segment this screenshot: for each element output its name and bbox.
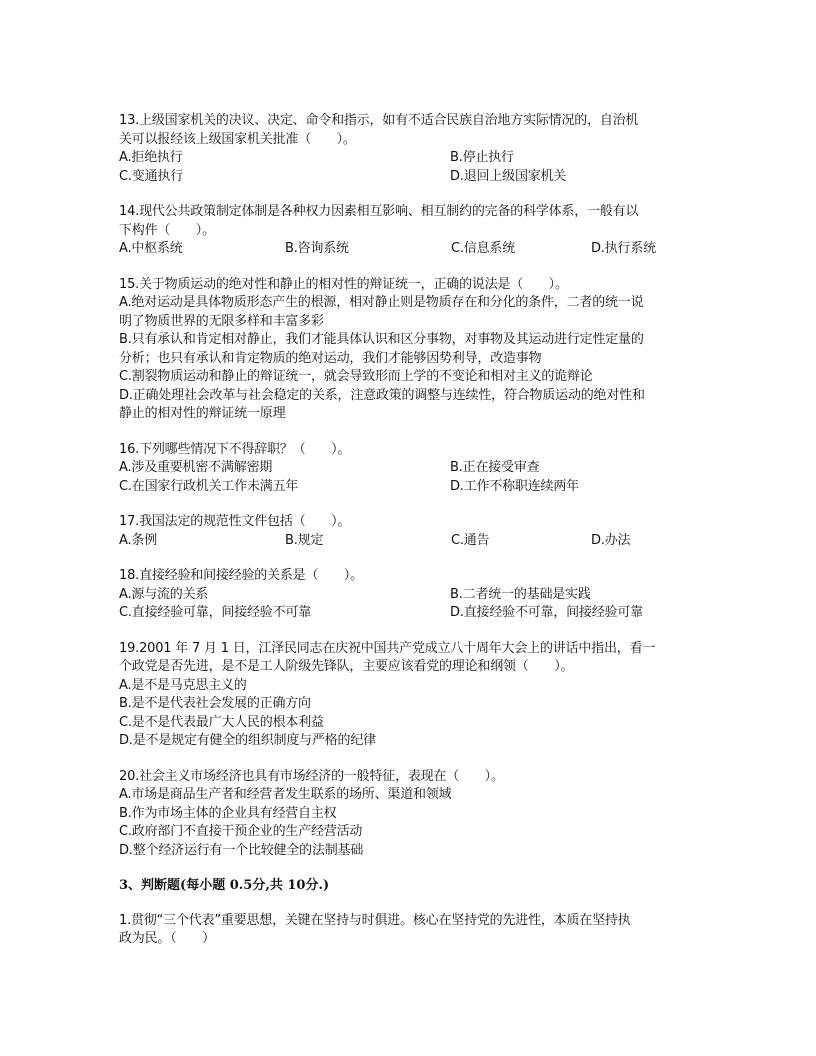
option-b: B.停止执行 [450, 150, 514, 165]
option-d: D.直接经验不可靠，间接经验可靠 [450, 605, 643, 620]
option-a: A.拒绝执行 [119, 150, 183, 165]
question-13 [119, 112, 699, 186]
question-stem: 下构件（ ）。 [119, 222, 215, 238]
question-stem: 个政党是否先进，是不是工人阶级先锋队，主要应该看党的理论和纲领（ ）。 [119, 659, 574, 674]
option-b: B.只有承认和肯定相对静止，我们才能具体认识和区分事物，对事物及其运动进行定性定量的 [119, 332, 644, 347]
question-19 [119, 640, 699, 751]
question-stem: 13.上级国家机关的决议、决定、命令和指示，如有不适合民族自治地方实际情况的，自治机 [119, 113, 639, 128]
question-stem: 1.贯彻“三个代表”重要思想，关键在坚持与时俱进。核心在坚持党的先进性，本质在坚持执 [119, 912, 631, 928]
option-d: D.是不是规定有健全的组织制度与严格的纪律 [119, 733, 376, 748]
option-a: A.中枢系统 [119, 241, 183, 256]
question-stem: 关可以报经该上级国家机关批准（ ）。 [119, 131, 356, 147]
option-c: C.是不是代表最广大人民的根本利益 [119, 714, 324, 730]
option-c: C.直接经验可靠，间接经验不可靠 [119, 605, 312, 620]
option-a: A.绝对运动是具体物质形态产生的根源，相对静止则是物质存在和分化的条件，二者的统一说 [119, 295, 644, 310]
question-18 [119, 567, 699, 623]
question-stem: 17.我国法定的规范性文件包括（ ）。 [119, 514, 351, 529]
option-d: D.办法 [591, 532, 631, 548]
option-a: A.源与流的关系 [119, 586, 209, 602]
exam-page [119, 112, 699, 966]
option-d-cont: 静止的相对性的辩证统一原理 [119, 406, 286, 421]
option-d: D.执行系统 [591, 241, 656, 256]
option-a: A.市场是商品生产者和经营者发生联系的场所、渠道和领域 [119, 787, 452, 802]
section-heading: 3、判断题(每小题 0.5分,共 10分.) [119, 878, 330, 893]
option-d: D.整个经济运行有一个比较健全的法制基础 [119, 842, 364, 858]
option-c: C.在国家行政机关工作未满五年 [119, 478, 299, 494]
judgement-1 [119, 912, 699, 949]
question-stem: 15.关于物质运动的绝对性和静止的相对性的辩证统一，正确的说法是（ ）。 [119, 276, 568, 292]
option-c: C.政府部门不直接干预企业的生产经营活动 [119, 824, 363, 839]
option-c: C.割裂物质运动和静止的辩证统一，就会导致形而上学的不变论和相对主义的诡辩论 [119, 369, 593, 384]
option-b: B.作为市场主体的企业具有经营自主权 [119, 805, 337, 821]
option-a: A.涉及重要机密不满解密期 [119, 460, 273, 475]
question-16 [119, 441, 699, 497]
question-20 [119, 768, 699, 861]
option-a: A.是不是马克思主义的 [119, 677, 247, 693]
option-b: B.正在接受审查 [450, 460, 540, 475]
option-a: A.条例 [119, 532, 157, 548]
option-c: C.信息系统 [451, 241, 516, 256]
option-c: C.变通执行 [119, 168, 184, 184]
question-stem: 16.下列哪些情况下不得辞职？（ ）。 [119, 441, 351, 457]
option-b-cont: 分析；也只有承认和肯定物质的绝对运动，我们才能够因势利导，改造事物 [119, 350, 542, 366]
option-b: B.是不是代表社会发展的正确方向 [119, 696, 311, 711]
question-stem: 14.现代公共政策制定体制是各种权力因素相互影响、相互制约的完备的科学体系，一般有以 [119, 204, 639, 219]
question-stem: 19.2001 年 7 月 1 日，江泽民同志在庆祝中国共产党成立八十周年大会上的讲话中指出，看一 [119, 640, 656, 656]
option-b: B.二者统一的基础是实践 [450, 586, 591, 602]
question-stem: 18.直接经验和间接经验的关系是（ ）。 [119, 568, 363, 583]
question-17 [119, 513, 699, 550]
question-15 [119, 276, 699, 424]
question-14 [119, 203, 699, 259]
option-d: D.正确处理社会改革与社会稳定的关系，注意政策的调整与连续性，符合物质运动的绝对性和 [119, 387, 645, 403]
option-d: D.退回上级国家机关 [450, 168, 567, 184]
option-d: D.工作不称职连续两年 [450, 478, 579, 494]
option-c: C.通告 [451, 532, 490, 548]
option-b: B.咨询系统 [285, 241, 349, 256]
question-stem: 20.社会主义市场经济也具有市场经济的一般特征，表现在（ ）。 [119, 768, 504, 784]
question-stem: 政为民。（ ） [119, 931, 215, 946]
option-b: B.规定 [285, 532, 324, 548]
option-a-cont: 明了物质世界的无限多样和丰富多彩 [119, 313, 324, 329]
